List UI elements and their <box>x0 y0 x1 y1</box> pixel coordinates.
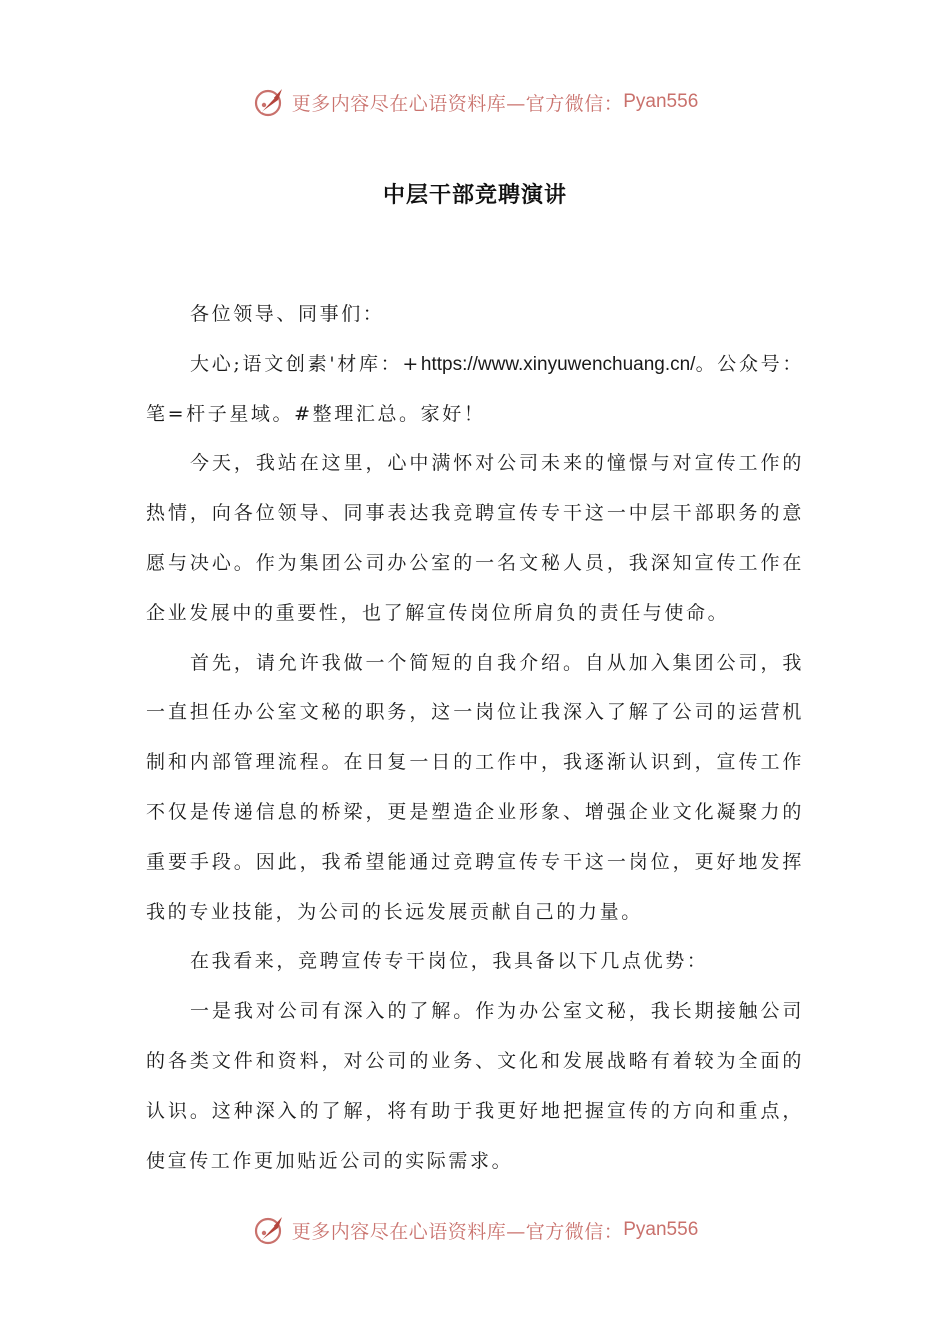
paragraph-2: 今天，我站在这里，心中满怀对公司未来的憧憬与对宣传工作的热情，向各位领导、同事表达我竞聘宣传专干这一中层干部职务的意愿与决心。作为集团公司办公室的一名文秘人员，我深知宣传工作在企业发展中的重要性，也了解宣传岗位所肩负的责任与使命。 <box>146 452 804 624</box>
quill-logo-icon <box>252 1212 288 1248</box>
document-body <box>146 290 804 1186</box>
watermark-wechat-id: Pyan556 <box>623 1219 699 1240</box>
paragraph-4: 在我看来，竞聘宣传专干岗位，我具备以下几点优势： <box>190 950 709 973</box>
watermark-wechat-id: Pyan556 <box>623 91 699 112</box>
greeting: 各位领导、同事们： <box>190 303 385 325</box>
paragraph-3: 首先，请允许我做一个简短的自我介绍。自从加入集团公司，我一直担任办公室文秘的职务，这一岗位让我深入了解了公司的运营机制和内部管理流程。在日复一日的工作中，我逐渐认识到，宣传工作不仅是传递信息的桥梁，更是塑造企业形象、增强企业文化凝聚力的重要手段。因此，我希望能通过竞聘宣传专干这一岗位，更好地发挥我的专业技能，为公司的长远发展贡献自己的力量。 <box>146 651 804 923</box>
intro-url: https://www.xinyuwenchuang.cn/ <box>420 353 696 375</box>
intro-text-after: 。公众号：笔=杆子星域。#整理汇总。家好！ <box>146 352 804 425</box>
paragraph-5: 一是我对公司有深入的了解。作为办公室文秘，我长期接触公司的各类文件和资料，对公司的业务、文化和发展战略有着较为全面的认识。这种深入的了解，将有助于我更好地把握宣传的方向和重点，使宣传工作更加贴近公司的实际需求。 <box>146 1000 804 1172</box>
intro-text-before: 大心;语文创素'材库：+ <box>190 352 421 375</box>
paragraph-intro <box>146 340 804 440</box>
footer-watermark <box>0 1208 950 1252</box>
document-title: 中层干部竞聘演讲 <box>382 183 567 208</box>
watermark-text: 更多内容尽在心语资料库—官方微信： <box>291 1220 624 1243</box>
quill-logo-icon <box>252 84 288 120</box>
watermark-text: 更多内容尽在心语资料库—官方微信： <box>291 92 624 115</box>
header-watermark <box>0 80 950 124</box>
